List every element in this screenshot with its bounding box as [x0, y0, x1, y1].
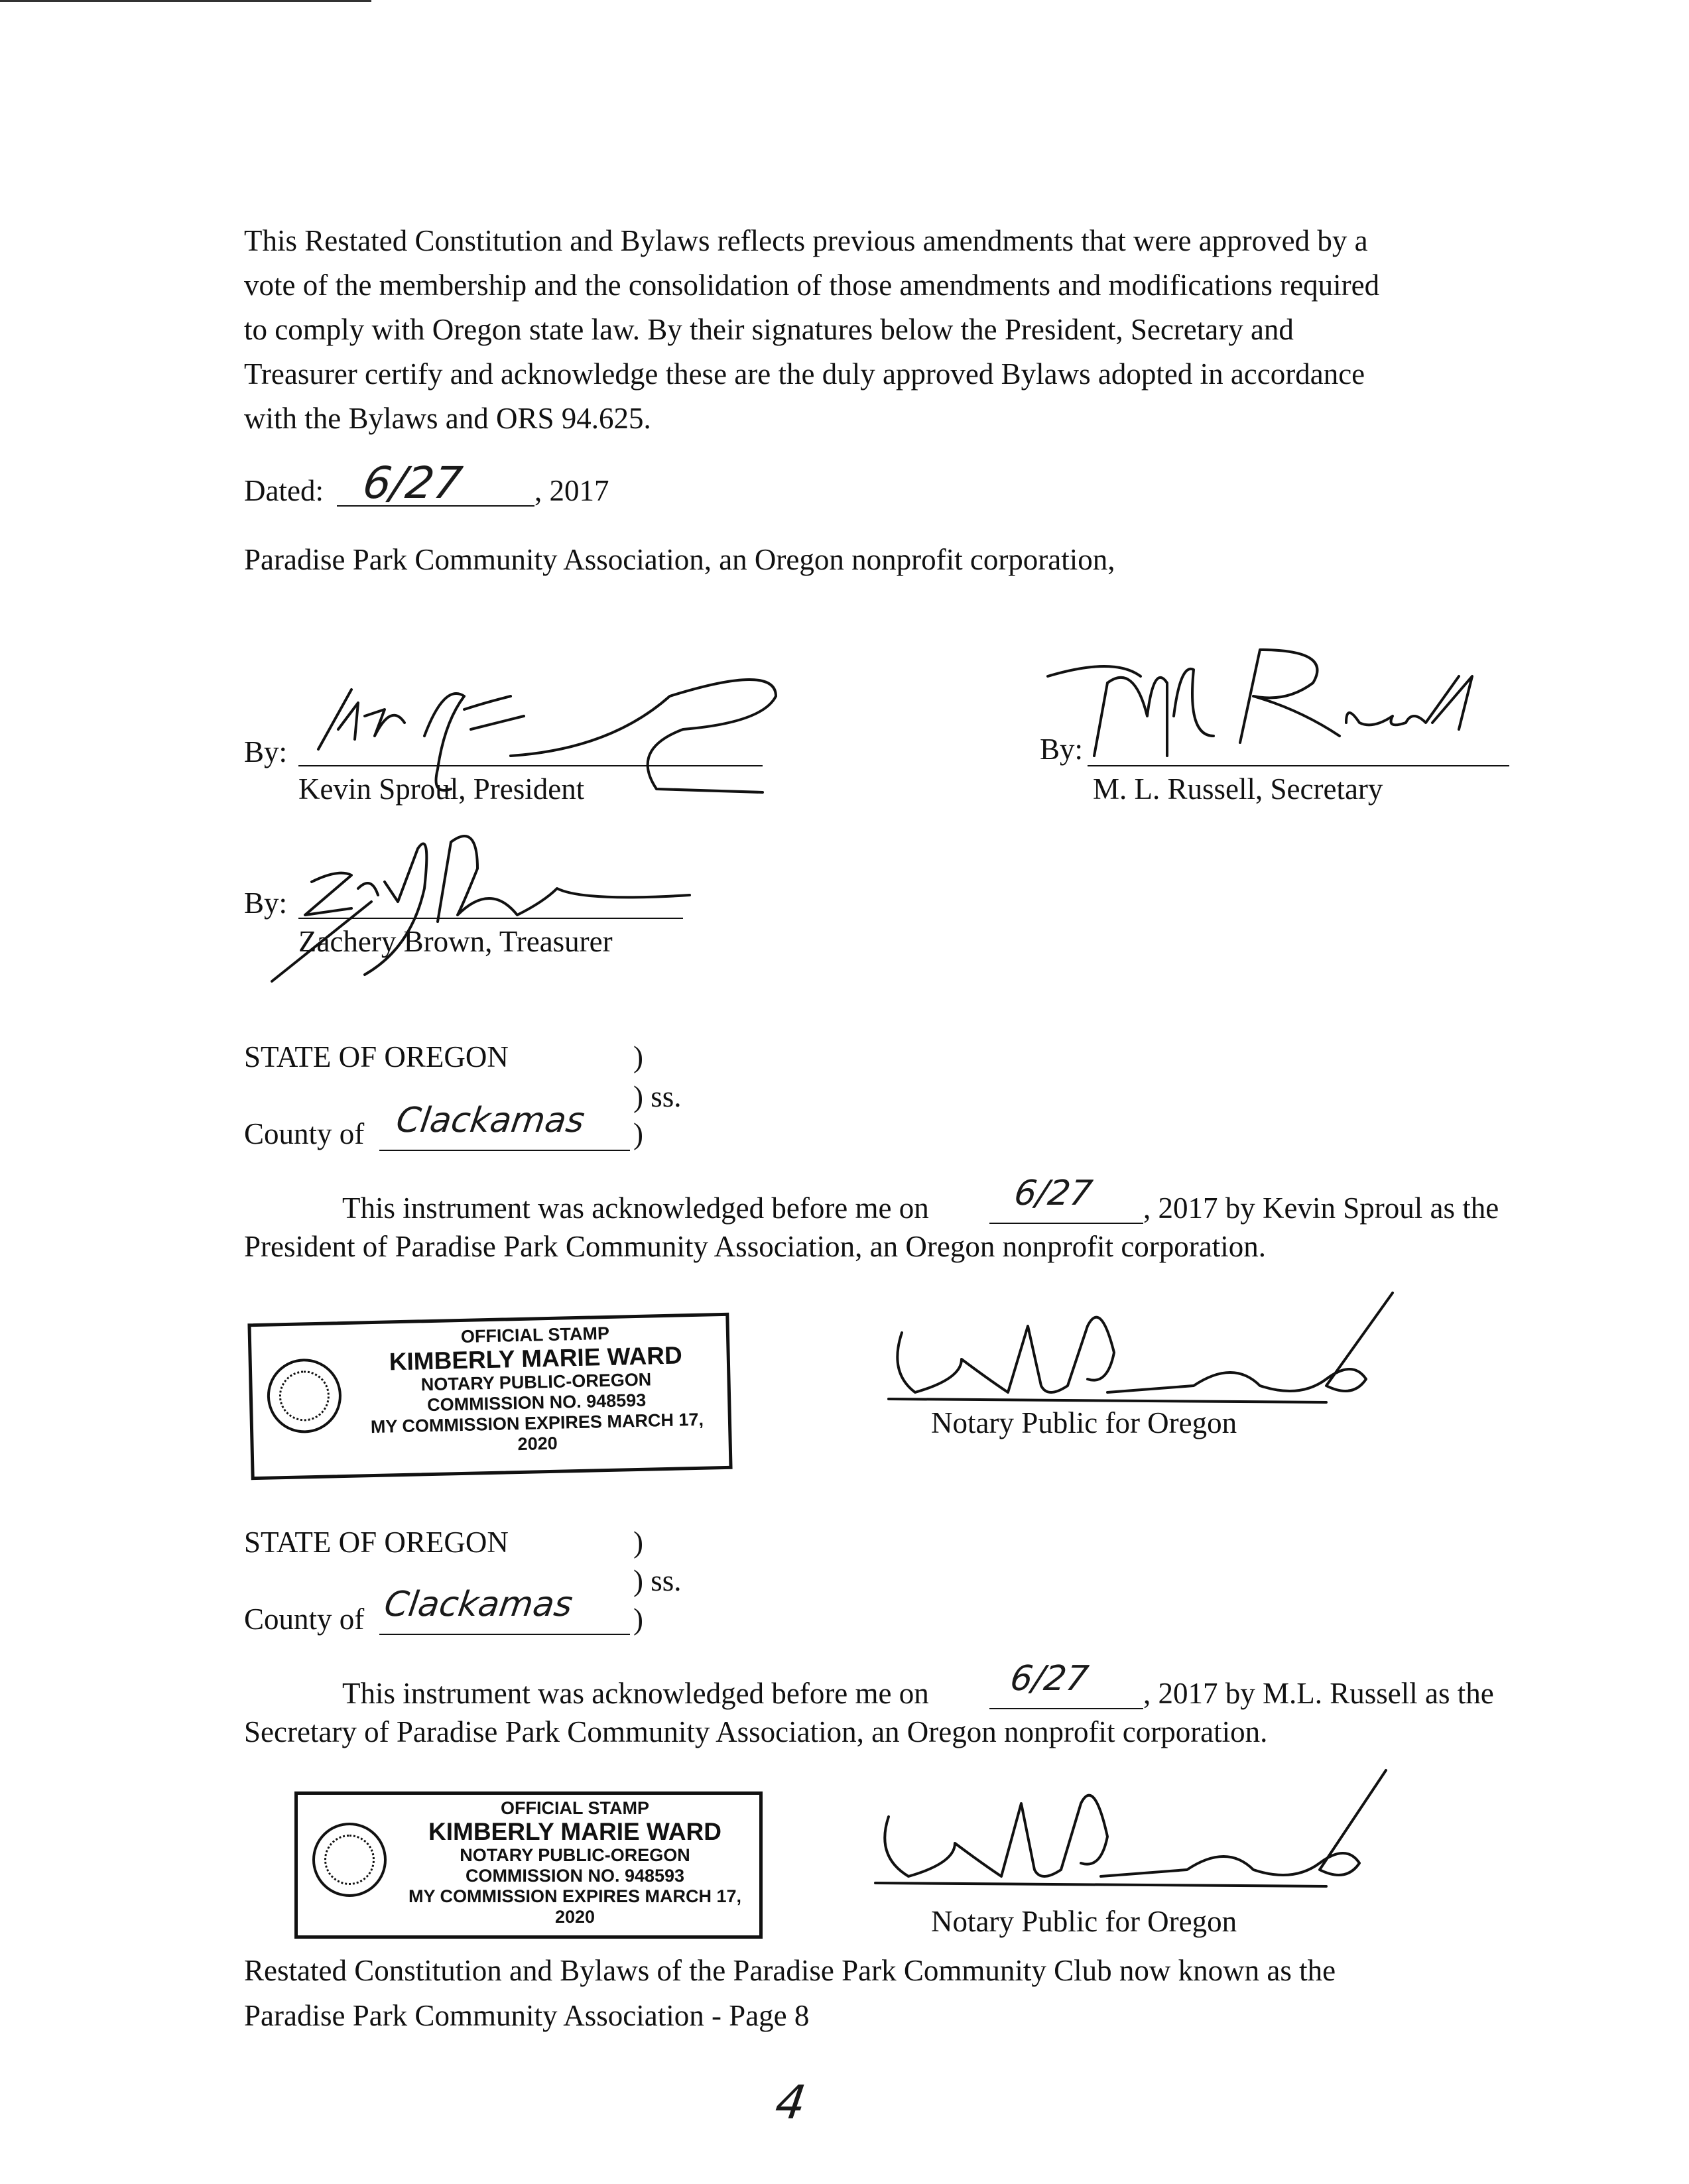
by-label-secretary: By:	[1040, 733, 1084, 766]
county-blank-1	[379, 1150, 630, 1151]
treasurer-name: Zachery Brown, Treasurer	[298, 925, 613, 958]
intro-line: vote of the membership and the consolidation of those amendments and modifications required	[244, 269, 1380, 302]
intro-line: with the Bylaws and ORS 94.625.	[244, 402, 651, 435]
notary-seal-icon	[267, 1358, 343, 1434]
ack-before-1: This instrument was acknowledged before me on	[342, 1191, 929, 1225]
dated-year: , 2017	[534, 474, 609, 507]
ack-date-handwritten-1: 6/27	[1011, 1174, 1095, 1213]
stamp-line3: NOTARY PUBLIC-OREGON	[420, 1369, 652, 1395]
stamp-line5: MY COMMISSION EXPIRES MARCH 17, 2020	[370, 1409, 704, 1455]
paren-2c: )	[633, 1603, 643, 1636]
president-name: Kevin Sproul, President	[298, 772, 585, 806]
notary-label-2: Notary Public for Oregon	[931, 1905, 1237, 1938]
state-of-oregon-1: STATE OF OREGON	[244, 1040, 509, 1073]
footer-line2: Paradise Park Community Association - Page 8	[244, 1999, 810, 2032]
stamp-line3: NOTARY PUBLIC-OREGON	[460, 1845, 690, 1865]
ack-date-handwritten-2: 6/27	[1007, 1659, 1091, 1699]
by-label-president: By:	[244, 735, 288, 768]
county-handwritten-2: Clackamas	[381, 1585, 576, 1624]
ack-after-1: , 2017 by Kevin Sproul as the	[1143, 1191, 1499, 1225]
intro-line: to comply with Oregon state law. By their signatures below the President, Secretary and	[244, 313, 1294, 346]
county-handwritten-1: Clackamas	[393, 1101, 588, 1140]
handwritten-page-mark: 4	[772, 2075, 810, 2130]
stamp-line4: COMMISSION NO. 948593	[426, 1390, 647, 1416]
ss-2: ) ss.	[633, 1564, 682, 1597]
ack-before-2: This instrument was acknowledged before me on	[342, 1677, 929, 1710]
notary-label-1: Notary Public for Oregon	[931, 1406, 1237, 1439]
state-of-oregon-2: STATE OF OREGON	[244, 1526, 509, 1559]
footer-line1: Restated Constitution and Bylaws of the Paradise Park Community Club now known as the	[244, 1954, 1336, 1987]
intro-line: This Restated Constitution and Bylaws reflects previous amendments that were approved by a	[244, 224, 1368, 257]
association-line: Paradise Park Community Association, an Oregon nonprofit corporation,	[244, 543, 1115, 576]
stamp-line4: COMMISSION NO. 948593	[465, 1866, 685, 1886]
secretary-signature	[1034, 637, 1499, 769]
intro-line: Treasurer certify and acknowledge these are the duly approved Bylaws adopted in accordance	[244, 357, 1365, 391]
paren-1c: )	[633, 1117, 643, 1150]
ack-date-blank-1	[989, 1223, 1143, 1224]
treasurer-signature	[265, 829, 690, 988]
ack-date-blank-2	[989, 1708, 1143, 1709]
county-blank-2	[379, 1634, 630, 1635]
stamp-line1: OFFICIAL STAMP	[501, 1798, 649, 1818]
secretary-name: M. L. Russell, Secretary	[1093, 772, 1383, 806]
dated-handwritten: 6/27	[359, 457, 466, 509]
ack-after-2: , 2017 by M.L. Russell as the	[1143, 1677, 1494, 1710]
stamp-line2: KIMBERLY MARIE WARD	[428, 1818, 721, 1845]
paren-1a: )	[633, 1040, 643, 1073]
notary-stamp-1	[247, 1313, 732, 1480]
by-label-treasurer: By:	[244, 886, 288, 920]
stamp-line2: KIMBERLY MARIE WARD	[389, 1341, 683, 1376]
notary-stamp-2	[294, 1791, 763, 1939]
county-label-1: County of	[244, 1117, 365, 1150]
ack-line2-1: President of Paradise Park Community Association, an Oregon nonprofit corporation.	[244, 1230, 1266, 1263]
notary-seal-icon	[312, 1823, 387, 1897]
intro-paragraph	[244, 219, 1557, 441]
ack-line2-2: Secretary of Paradise Park Community Association, an Oregon nonprofit corporation.	[244, 1715, 1268, 1748]
dated-label: Dated:	[244, 474, 324, 507]
scan-edge-line	[0, 0, 371, 2]
paren-2a: )	[633, 1526, 643, 1559]
notary-signature-2	[875, 1764, 1393, 1923]
stamp-line1: OFFICIAL STAMP	[460, 1323, 610, 1347]
ss-1: ) ss.	[633, 1080, 682, 1113]
stamp-line5: MY COMMISSION EXPIRES MARCH 17, 2020	[408, 1886, 742, 1927]
county-label-2: County of	[244, 1603, 365, 1636]
